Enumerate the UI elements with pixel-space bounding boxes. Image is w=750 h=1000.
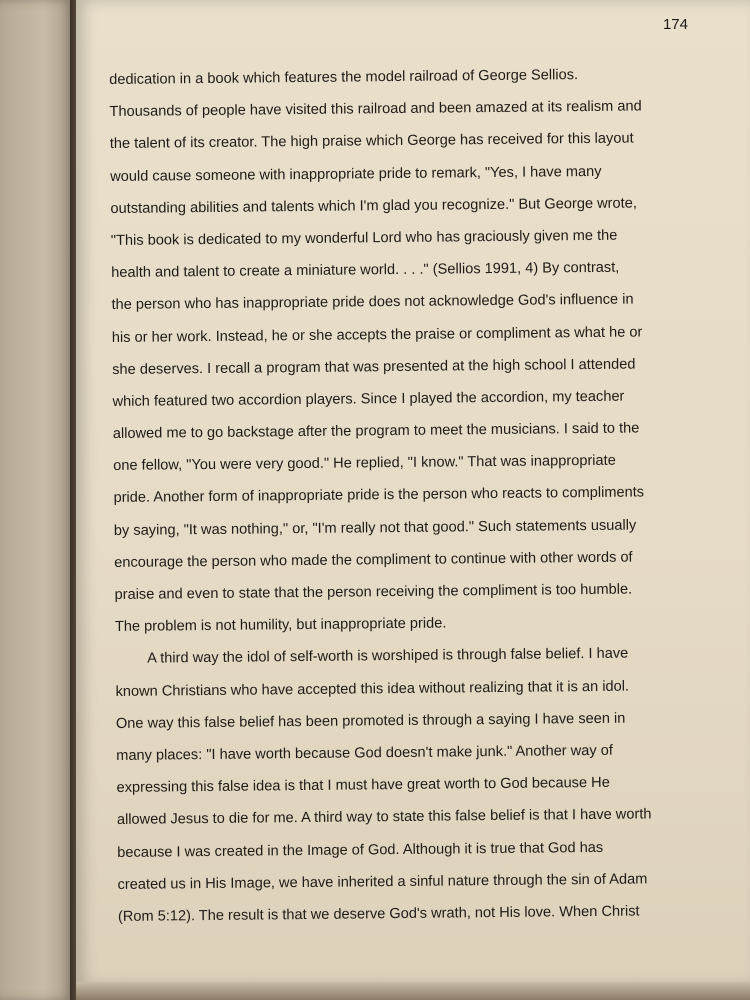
page-number: 174 [662,16,688,33]
text-line: his or her work. Instead, he or she accepts the praise or compliment as what he or [111,323,643,346]
text-line: encourage the person who made the compliment to continue with other words of [114,549,633,571]
text-line: The problem is not humility, but inappropriate pride. [114,615,447,636]
text-line: "This book is dedicated to my wonderful Lord who has graciously given me the [110,227,618,249]
left-page-edge [0,0,74,1000]
text-line: the person who has inappropriate pride does not acknowledge God's influence in [111,291,634,314]
text-line: One way this false belief has been promoted is through a saying I have seen in [115,710,626,732]
text-line: she deserves. I recall a program that was presented at the high school I attended [112,356,636,378]
text-line: expressing this false idea is that I must have great worth to God because He [116,774,610,797]
text-line: because I was created in the Image of God. Although it is true that God has [117,839,604,861]
text-line: would cause someone with inappropriate pride to remark, "Yes, I have many [110,163,602,185]
text-line: allowed me to go backstage after the program to meet the musicians. I said to the [112,420,640,443]
text-line: known Christians who have accepted this idea without realizing that it is an idol. [115,678,630,700]
text-line: dedication in a book which features the model railroad of George Sellios. [109,67,579,88]
text-line: by saying, "It was nothing," or, "I'm really not that good." Such statements usually [113,517,637,539]
text-line: many places: "I have worth because God doesn't make junk." Another way of [116,742,613,764]
text-line: one fellow, "You were very good." He replied, "I know." That was inappropriate [113,452,616,475]
text-line: health and talent to create a miniature world. . . ." (Sellios 1991, 4) By contrast, [111,259,620,282]
text-line: (Rom 5:12). The result is that we deserve God's wrath, not His love. When Christ [117,903,640,925]
text-line: created us in His Image, we have inherited a sinful nature through the sin of Adam [117,871,648,893]
text-line: which featured two accordion players. Since I played the accordion, my teacher [112,388,625,410]
text-line: the talent of its creator. The high praise which George has received for this layout [109,130,634,153]
text-line: pride. Another form of inappropriate pride is the person who reacts to compliments [113,484,645,507]
page-body [109,58,708,933]
page-bottom-edge [76,982,750,1000]
text-line: Thousands of people have visited this railroad and been amazed at its realism and [109,98,642,121]
book-page [76,0,750,985]
paragraph-first-line: A third way the idol of self-worth is worshiped is through false belief. I have [147,645,629,668]
text-line: allowed Jesus to die for me. A third way to state this false belief is that I have worth [116,806,652,829]
text-line: outstanding abilities and talents which I'm glad you recognize." But George wrote, [110,195,637,217]
text-line: praise and even to state that the person receiving the compliment is too humble. [114,581,633,603]
